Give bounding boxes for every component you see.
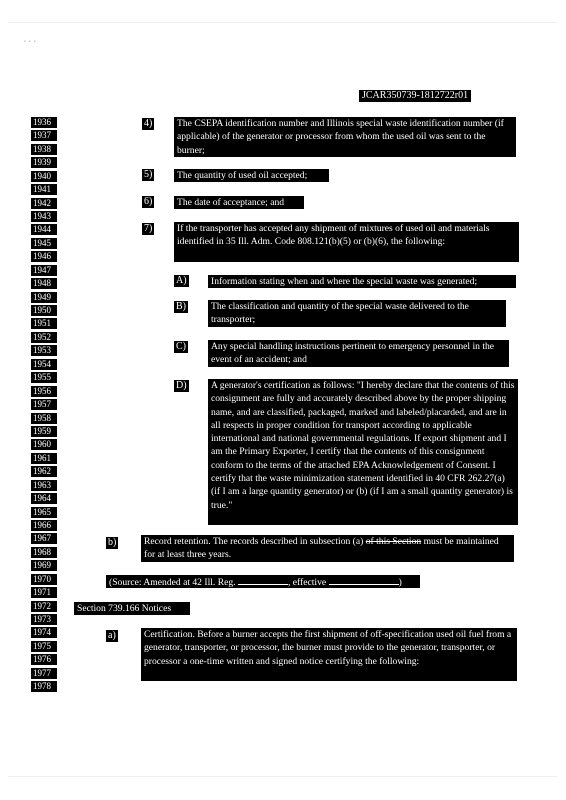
line-number: 1973 [31, 614, 57, 625]
line-number: 1974 [31, 627, 57, 638]
page-top-rule [8, 22, 558, 23]
source-note-prefix: (Source: Amended at 42 Ill. Reg. [109, 577, 236, 588]
line-number: 1945 [31, 238, 57, 249]
section-heading: Section 739.166 Notices [74, 602, 190, 615]
record-retention-text-2: must be maintained for at least three years. [144, 536, 499, 561]
line-number: 1963 [31, 480, 57, 491]
line-number: 1936 [31, 117, 57, 128]
line-number: 1961 [31, 453, 57, 464]
item-marker-b: b) [108, 537, 117, 548]
line-number: 1977 [31, 668, 57, 679]
record-retention-text-1: Record retention. The records described in subsection (a) [144, 536, 366, 547]
struck-text: of this Section [365, 536, 422, 547]
line-number: 1959 [31, 426, 57, 437]
item-text-A: Information stating when and where the special waste was generated; [208, 275, 516, 288]
line-number: 1952 [31, 332, 57, 343]
line-number: 1966 [31, 520, 57, 531]
line-number: 1953 [31, 345, 57, 356]
item-marker-a: a) [108, 630, 116, 641]
line-number: 1955 [31, 372, 57, 383]
line-number: 1944 [31, 224, 57, 235]
line-number: 1951 [31, 318, 57, 329]
item-marker-5: 5) [144, 169, 153, 180]
item-text-7: If the transporter has accepted any shipment of mixtures of used oil and materials identified in 35 Ill. Adm. Code 808.121(b)(5) or (b)(6), the following: [174, 222, 519, 262]
line-number: 1958 [31, 413, 57, 424]
line-number: 1957 [31, 399, 57, 410]
line-number: 1975 [31, 641, 57, 652]
line-number: 1946 [31, 251, 57, 262]
line-number: 1956 [31, 386, 57, 397]
line-number: 1960 [31, 439, 57, 450]
line-number: 1938 [31, 144, 57, 155]
effective-date-blank [329, 575, 399, 585]
line-number: 1964 [31, 493, 57, 504]
line-number: 1962 [31, 466, 57, 477]
source-note-suffix: ) [398, 577, 402, 588]
line-number: 1968 [31, 547, 57, 558]
line-number: 1937 [31, 130, 57, 141]
source-note-middle: , effective [287, 577, 327, 588]
line-number: 1954 [31, 359, 57, 370]
line-number: 1942 [31, 198, 57, 209]
item-marker-C: C) [176, 341, 186, 352]
item-marker-A: A) [176, 275, 187, 286]
document-id: JCAR350739-1812722r01 [359, 90, 471, 102]
page-bottom-rule [8, 776, 558, 777]
line-number: 1943 [31, 211, 57, 222]
line-number: 1940 [31, 171, 57, 182]
item-marker-D: D) [176, 380, 187, 391]
line-number: 1970 [31, 574, 57, 585]
line-number: 1969 [31, 560, 57, 571]
source-note [106, 575, 420, 588]
item-text-a: Certification. Before a burner accepts the first shipment of off-specification used oil fuel from a generator, transporter, or processor, the burner must provide to the generator, transporter, or processor a one-time written and signed notice certifying the following: [141, 628, 517, 681]
line-number: 1978 [31, 681, 57, 692]
line-number: 1947 [31, 265, 57, 276]
line-number: 1949 [31, 292, 57, 303]
scan-mark: • • • [24, 40, 37, 45]
line-number: 1967 [31, 533, 57, 544]
item-text-B: The classification and quantity of the special waste delivered to the transporter; [208, 300, 506, 327]
line-number: 1948 [31, 278, 57, 289]
date-blank [238, 575, 288, 585]
line-number: 1965 [31, 507, 57, 518]
item-text-b [141, 535, 514, 562]
item-text-5: The quantity of used oil accepted; [174, 169, 329, 182]
item-text-4: The CSEPA identification number and Illinois special waste identification number (if applicable) of the generator or processor from whom the used oil was sent to the burner; [174, 117, 516, 157]
line-number: 1972 [31, 601, 57, 612]
line-number: 1971 [31, 587, 57, 598]
item-text-D: A generator's certification as follows: "I hereby declare that the contents of this consignment are fully and accurately described above by the proper shipping name, and are classified, packaged, marked and labeled/placarded, and are in all respects in proper condition for transport according to applicable international and national governmental regulations. If export shipment and I am the Primary Exporter, I certify that the contents of this consignment conform to the terms of the attached EPA Acknowledgement of Consent. I certify that the waste minimization statement identified in 40 CFR 262.27(a) (if I am a large quantity generator) or (b) (if I am a small quantity generator) is true." [208, 379, 518, 525]
line-number: 1950 [31, 305, 57, 316]
item-marker-7: 7) [144, 223, 153, 234]
item-text-C: Any special handling instructions pertinent to emergency personnel in the event of an accident; and [208, 340, 509, 367]
item-marker-B: B) [176, 301, 186, 312]
item-marker-6: 6) [144, 196, 153, 207]
item-text-6: The date of acceptance; and [174, 196, 304, 209]
line-number: 1939 [31, 157, 57, 168]
item-marker-4: 4) [144, 118, 153, 129]
line-number: 1941 [31, 184, 57, 195]
line-number: 1976 [31, 654, 57, 665]
